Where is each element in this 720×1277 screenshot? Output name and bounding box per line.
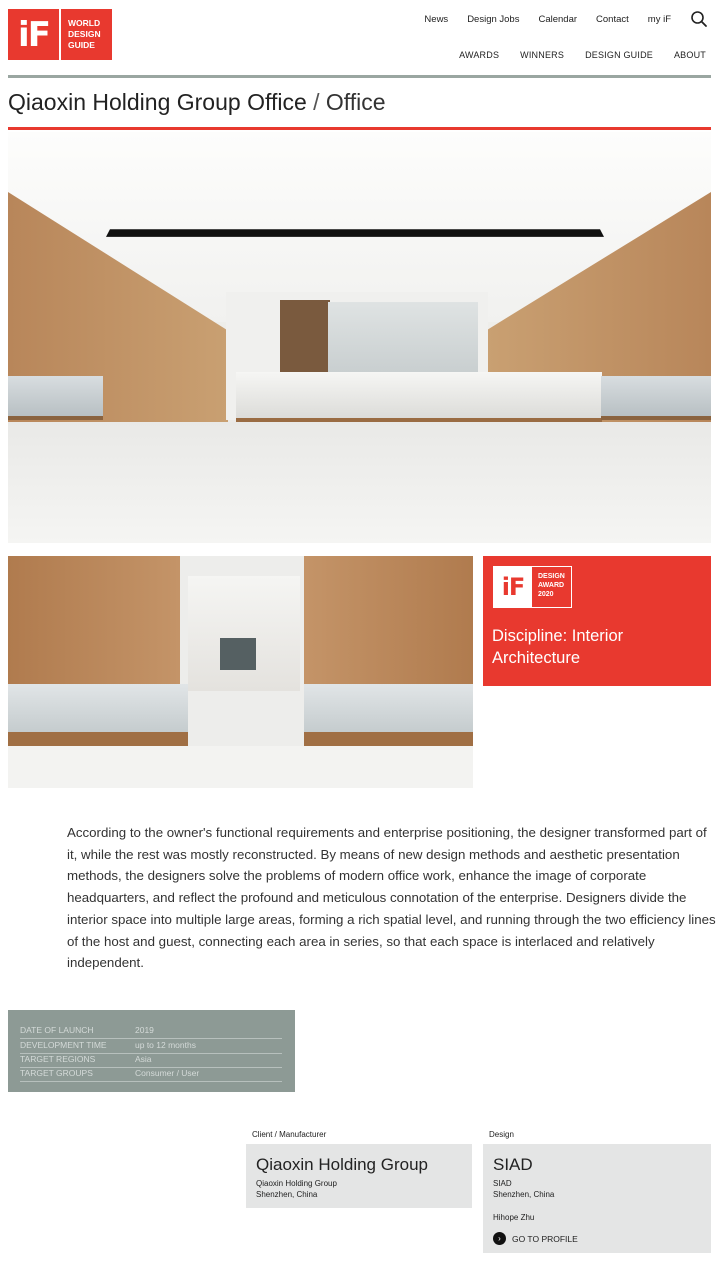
client-location: Shenzhen, China [256,1190,318,1199]
facts-box [8,1010,295,1092]
gallery-image-corridor[interactable] [8,556,473,788]
award-label: DESIGN AWARD 2020 [538,573,565,598]
entry-category: Office [325,89,386,115]
logo-mark: iF [8,9,59,60]
client-name: Qiaoxin Holding Group [256,1155,428,1174]
fact-development-time: DEVELOPMENT TIME up to 12 months [20,1039,282,1054]
nav-design-guide[interactable]: DESIGN GUIDE [585,50,653,60]
nav-calendar[interactable]: Calendar [538,13,578,25]
header-divider [8,75,711,78]
entry-title: Qiaoxin Holding Group Office [8,89,307,115]
fact-date-of-launch: DATE OF LAUNCH 2019 [20,1024,282,1039]
top-nav [405,10,708,28]
entry-description: According to the owner's functional requirements and enterprise positioning, the designer transformed part of it, while the rest was mostly reconstructed. By means of new design methods and aesthetic presentation methods, the designers solve the problems of modern office work, enhance the image of corporate headquarters, and reflect the profound and meticulous connotation of the enterprise. Designers divide the interior space into multiple large areas, forming a rich spatial level, and running through the two efficiency lines of the host and guest, connecting each area in series, so that each space is interlaced and relatively independent. [67,825,716,971]
nav-awards[interactable]: AWARDS [459,50,500,60]
award-box [483,556,711,686]
nav-contact[interactable]: Contact [596,13,629,25]
design-studio-name: SIAD [493,1155,533,1174]
nav-news[interactable]: News [424,13,449,25]
main-nav [438,50,706,60]
client-company: Qiaoxin Holding Group [256,1179,337,1188]
award-discipline: Discipline: Interior Architecture [492,627,624,667]
search-icon[interactable] [690,10,708,28]
nav-my-if[interactable]: my iF [647,13,671,25]
title-separator: / [306,89,326,115]
design-company: SIAD [493,1179,512,1188]
designer-name: Hihope Zhu [493,1213,535,1222]
nav-design-jobs[interactable]: Design Jobs [467,13,520,25]
go-to-profile-label: GO TO PROFILE [512,1233,578,1244]
award-mark: iF [494,567,532,607]
logo-wordmark: WORLD DESIGN GUIDE [61,9,112,60]
design-card [483,1144,711,1253]
design-location: Shenzhen, China [493,1190,555,1199]
chevron-right-icon: › [493,1232,506,1245]
title-divider [8,127,711,130]
nav-about[interactable]: ABOUT [673,50,706,60]
client-card [246,1144,472,1208]
go-to-profile-link[interactable] [493,1232,578,1245]
nav-winners[interactable]: WINNERS [520,50,565,60]
if-world-design-guide-logo[interactable] [8,9,112,60]
page-title [8,89,386,116]
fact-target-regions: TARGET REGIONS Asia [20,1053,282,1068]
design-award-logo [493,566,572,608]
hero-image-reception-hall[interactable] [8,132,711,543]
fact-target-groups: TARGET GROUPS Consumer / User [20,1067,282,1082]
client-label: Client / Manufacturer [252,1130,327,1139]
design-label: Design [489,1130,514,1139]
